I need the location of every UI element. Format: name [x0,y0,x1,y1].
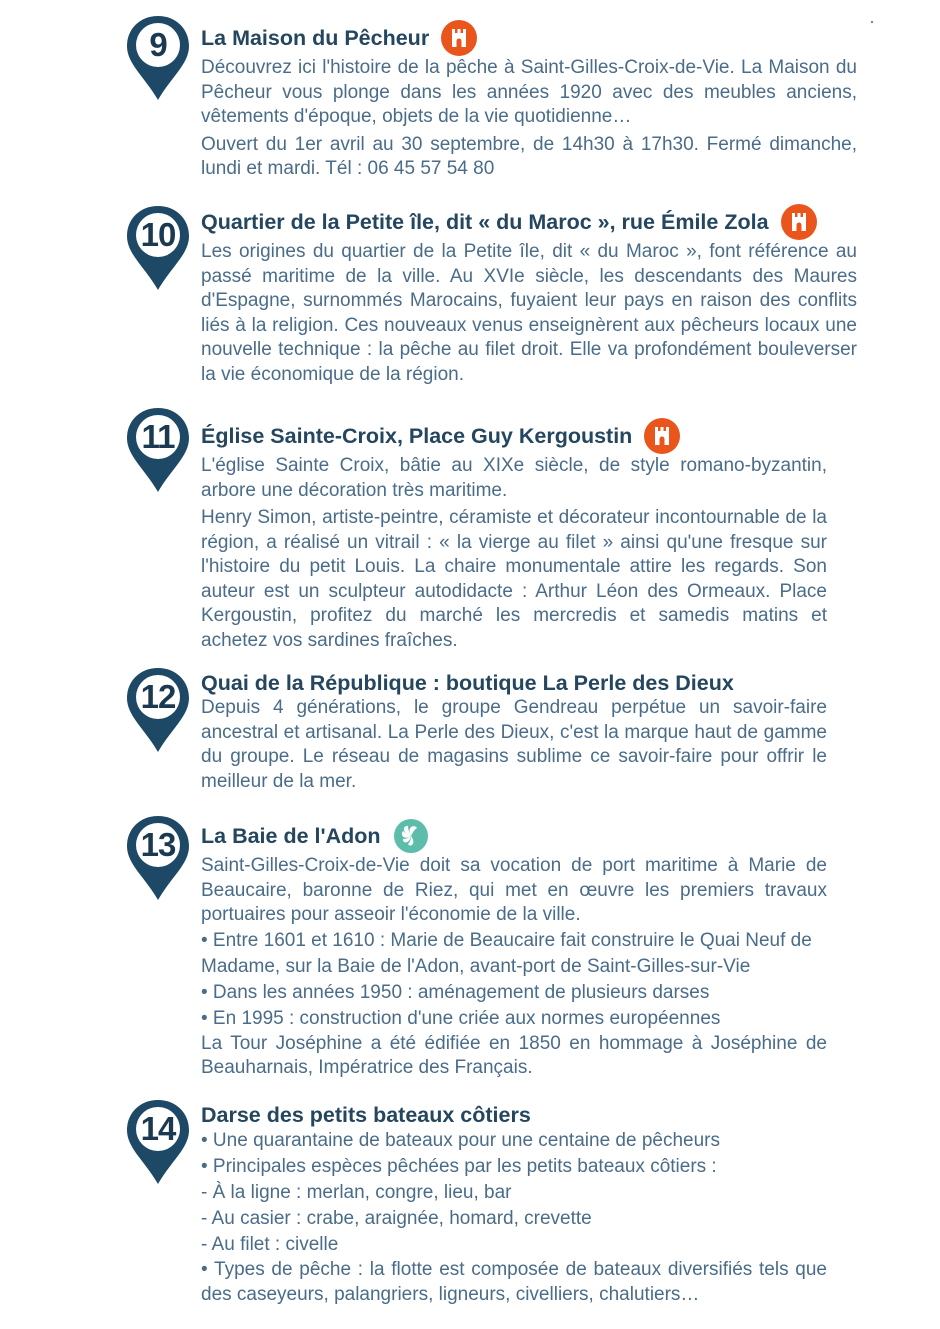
entry-content [201,418,827,653]
entry-closing: La Tour Joséphine a été édifiée en 1850 en hommage à Joséphine de Beauharnais, Impératrice des Français. [201,1032,827,1078]
list-item: • Une quarantaine de bateaux pour une centaine de pêcheurs [201,1130,720,1151]
entry-description: L'église Sainte Croix, bâtie au XIXe siècle, de style romano-byzantin, arbore une décoration très maritime. [201,455,827,501]
entry-title: Quartier de la Petite île, dit « du Maroc », rue Émile Zola [201,204,857,240]
list-item: • Entre 1601 et 1610 : Marie de Beaucaire fait construire le Quai Neuf de [201,929,812,951]
map-pin-icon [125,14,191,102]
list-item: - Au casier : crabe, araignée, homard, crevette [201,1208,592,1229]
entry-title: Darse des petits bateaux côtiers [201,1103,531,1127]
list-item: • En 1995 : construction d'une criée aux normes européennes [201,1007,721,1029]
list-item: • Principales espèces pêchées par les petits bateaux côtiers : [201,1156,717,1177]
castle-icon [781,204,817,240]
castle-icon [441,20,477,56]
entry-description: Découvrez ici l'histoire de la pêche à Saint-Gilles-Croix-de-Vie. La Maison du Pêcheur vous plonge dans les années 1920 avec des meubles anciens, vêtements d'époque, objets de la vie quotidienne… [201,57,857,127]
stray-dot [871,21,873,23]
entry-content [201,670,827,794]
entry-title: La Maison du Pêcheur [201,20,857,56]
entry-content [201,204,857,387]
map-pin-icon [125,406,191,494]
entry-hours: Ouvert du 1er avril au 30 septembre, de 14h30 à 17h30. Fermé dimanche, lundi et mardi. Tél : 06 45 57 54 80 [201,133,857,179]
castle-icon [644,418,680,454]
entry-description: Henry Simon, artiste-peintre, céramiste et décorateur incontournable de la région, a réalisé un vitrail : « la vierge au filet » ainsi qu'une fresque sur l'histoire du petit Louis. La chaire monumentale attire les regards. Son auteur est un sculpteur autodidacte : Arthur Léon des Ormeaux. Place Kergoustin, profitez du marché les mercredis et samedis matins et achetez vos sardines fraîches. [201,507,827,651]
entry-closing: • Types de pêche : la flotte est composée de bateaux diversifiés tels que des caseyeurs, palangriers, ligneurs, civelliers, chalutiers… [201,1259,827,1305]
entry-title: Église Sainte-Croix, Place Guy Kergoustin [201,418,827,454]
map-pin-icon [125,814,191,902]
nature-leaf-icon [393,818,429,854]
stop-number: 12 [140,678,176,715]
entry-title: Quai de la République : boutique La Perle des Dieux [201,671,734,695]
stop-number: 11 [141,418,175,455]
stop-number: 9 [149,26,167,63]
entry-title: La Baie de l'Adon [201,818,827,854]
entry-content [201,20,857,182]
stop-number: 10 [140,216,176,253]
list-item: - Au filet : civelle [201,1234,339,1255]
map-pin-icon [125,666,191,754]
entry-description: Depuis 4 générations, le groupe Gendreau perpétue un savoir-faire ancestral et artisanal. La Perle des Dieux, c'est la marque haut de gamme du groupe. Le réseau de magasins sublime ce savoir-faire pour offrir le meilleur de la mer. [201,697,827,792]
entry-content [201,818,827,1081]
list-item: - À la ligne : merlan, congre, lieu, bar [201,1182,512,1203]
entry-description: Saint-Gilles-Croix-de-Vie doit sa vocation de port maritime à Marie de Beaucaire, baronne de Riez, qui met en œuvre les premiers travaux portuaires pour asseoir l'économie de la ville. [201,855,827,925]
entry-description: Les origines du quartier de la Petite île, dit « du Maroc », font référence au passé maritime de la ville. Au XVIe siècle, les descendants des Maures d'Espagne, surnommés Marocains, fuyaient leur pays en raison des conflits liés à la religion. Ces nouveaux venus enseignèrent aux pêcheurs locaux une nouvelle technique : la pêche au filet droit. Elle va profondément bouleverser la vie économique de la région. [201,241,857,385]
entry-content [201,1102,827,1307]
list-item: • Dans les années 1950 : aménagement de plusieurs darses [201,981,710,1003]
map-pin-icon [125,1098,191,1186]
list-item: Madame, sur la Baie de l'Adon, avant-port de Saint-Gilles-sur-Vie [201,955,751,977]
stop-number: 13 [140,826,176,863]
stop-number: 14 [140,1110,176,1147]
map-pin-icon [125,204,191,292]
